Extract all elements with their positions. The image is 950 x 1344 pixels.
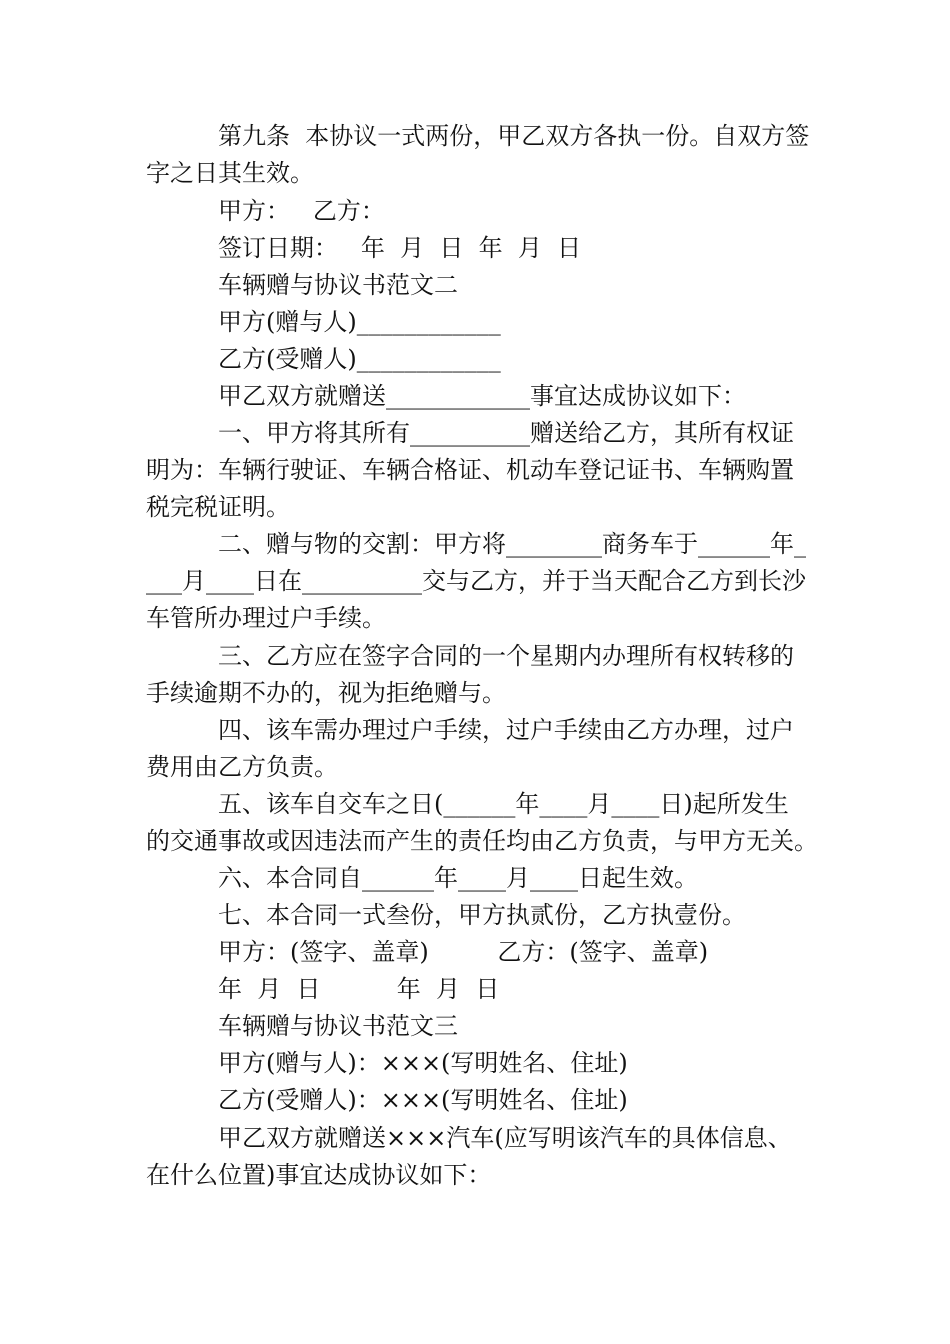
party-signature-line: 甲方： 乙方：	[218, 197, 385, 225]
donee-line: 乙方(受赠人)____________	[218, 345, 501, 373]
clause-3-line-1: 三、乙方应在签字合同的一个星期内办理所有权转移的	[218, 642, 794, 670]
article-9-line-1: 第九条 本协议一式两份，甲乙双方各执一份。自双方签	[218, 122, 810, 150]
clause-2-line-1: 二、赠与物的交割：甲方将________商务车于______年_	[218, 530, 806, 558]
signature-date-line: 年 月 日 年 月 日	[218, 975, 500, 1003]
section-title-sample-2: 车辆赠与协议书范文二	[218, 271, 458, 299]
clause-5-line-2: 的交通事故或因违法而产生的责任均由乙方负责，与甲方无关。	[146, 827, 818, 855]
sample-3-donee-line: 乙方(受赠人)：×××(写明姓名、住址)	[218, 1086, 628, 1114]
clause-4-line-2: 费用由乙方负责。	[146, 753, 338, 781]
sample-3-intro-line-1: 甲乙双方就赠送×××汽车(应写明该汽车的具体信息、	[218, 1124, 792, 1152]
clause-3-line-2: 手续逾期不办的，视为拒绝赠与。	[146, 679, 506, 707]
clause-4-line-1: 四、该车需办理过户手续，过户手续由乙方办理，过户	[218, 716, 794, 744]
signature-block-line: 甲方：(签字、盖章) 乙方：(签字、盖章)	[218, 938, 709, 966]
signing-date-line: 签订日期： 年 月 日 年 月 日	[218, 234, 582, 262]
donor-line: 甲方(赠与人)____________	[218, 308, 501, 336]
clause-7-line: 七、本合同一式叁份，甲方执贰份，乙方执壹份。	[218, 901, 746, 929]
clause-1-line-2: 明为：车辆行驶证、车辆合格证、机动车登记证书、车辆购置	[146, 456, 794, 484]
agreement-intro-line: 甲乙双方就赠送____________事宜达成协议如下：	[218, 382, 746, 410]
section-title-sample-3: 车辆赠与协议书范文三	[218, 1012, 458, 1040]
clause-2-line-2: ___月____日在__________交与乙方，并于当天配合乙方到长沙	[146, 567, 806, 595]
clause-6-line: 六、本合同自______年____月____日起生效。	[218, 864, 698, 892]
clause-5-line-1: 五、该车自交车之日(______年____月____日)起所发生	[218, 790, 789, 818]
article-9-line-2: 字之日其生效。	[146, 159, 314, 187]
sample-3-intro-line-2: 在什么位置)事宜达成协议如下：	[146, 1161, 492, 1189]
clause-2-line-3: 车管所办理过户手续。	[146, 604, 386, 632]
sample-3-donor-line: 甲方(赠与人)：×××(写明姓名、住址)	[218, 1049, 628, 1077]
clause-1-line-1: 一、甲方将其所有__________赠送给乙方，其所有权证	[218, 419, 794, 447]
clause-1-line-3: 税完税证明。	[146, 493, 290, 521]
